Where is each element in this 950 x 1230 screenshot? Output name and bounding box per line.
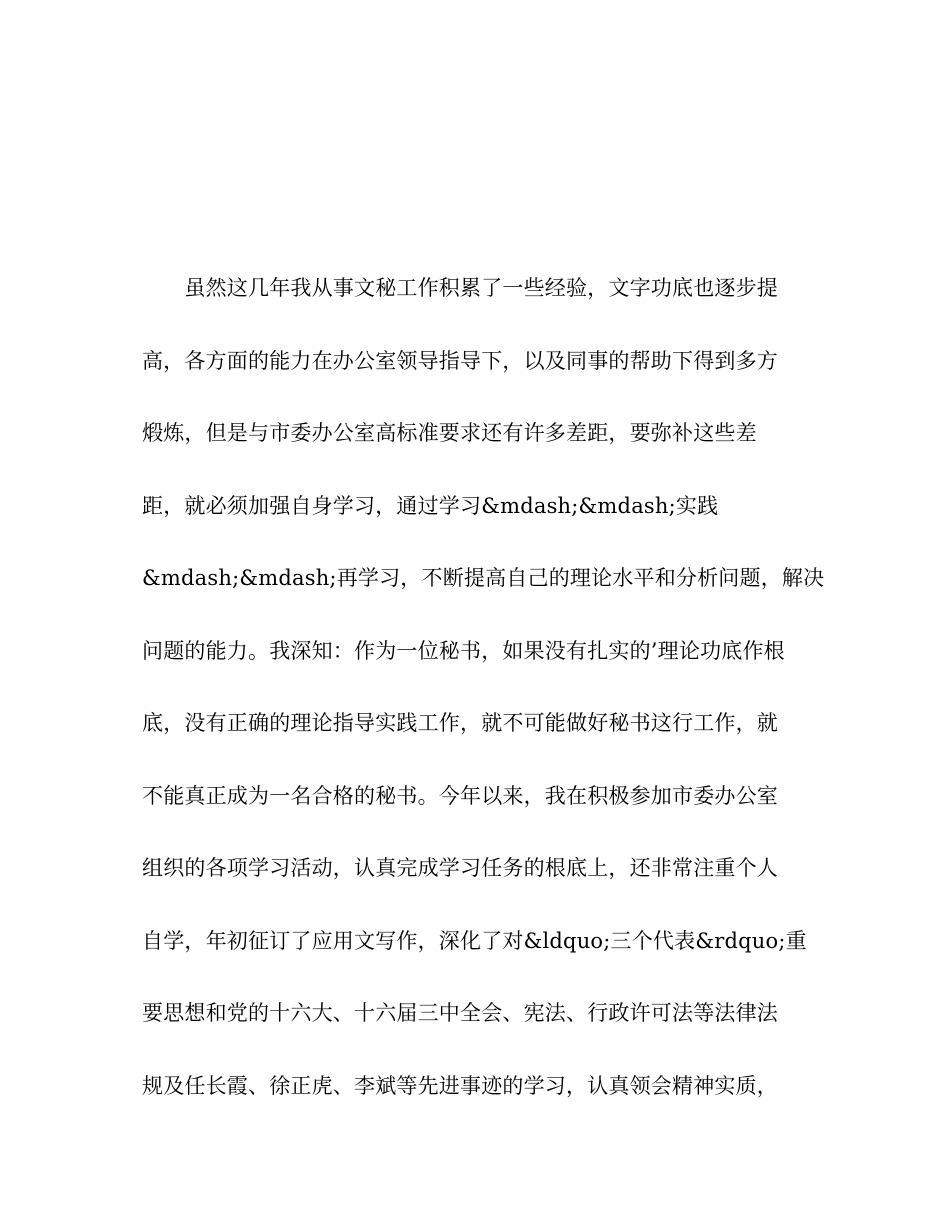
text-line: 问题的能力。我深知：作为一位秘书，如果没有扎实的’理论功底作根	[142, 638, 785, 663]
text-line: 自学，年初征订了应用文写作，深化了对&ldquo;三个代表&rdquo;重	[142, 928, 807, 953]
text-line: 虽然这几年我从事文秘工作积累了一些经验，文字功底也逐步提	[142, 276, 778, 300]
text-line: 组织的各项学习活动，认真完成学习任务的根底上，还非常注重个人	[142, 856, 778, 880]
text-line: 煅炼，但是与市委办公室高标准要求还有许多差距，要弥补这些差	[142, 421, 757, 445]
text-line: &mdash;&mdash;再学习，不断提高自己的理论水平和分析问题，解决	[142, 566, 825, 590]
text-line: 高，各方面的能力在办公室领导指导下，以及同事的帮助下得到多方	[142, 348, 778, 373]
body-paragraph	[142, 270, 825, 1140]
text-line: 规及任长霞、徐正虎、李斌等先进事迹的学习，认真领会精神实质，	[142, 1073, 778, 1098]
text-line: 距，就必须加强自身学习，通过学习&mdash;&mdash;实践	[142, 493, 719, 518]
text-line: 不能真正成为一名合格的秘书。今年以来，我在积极参加市委办公室	[142, 783, 778, 808]
text-line: 底，没有正确的理论指导实践工作，就不可能做好秘书这行工作，就	[142, 711, 778, 735]
text-line: 要思想和党的十六大、十六届三中全会、宪法、行政许可法等法律法	[142, 1001, 778, 1025]
